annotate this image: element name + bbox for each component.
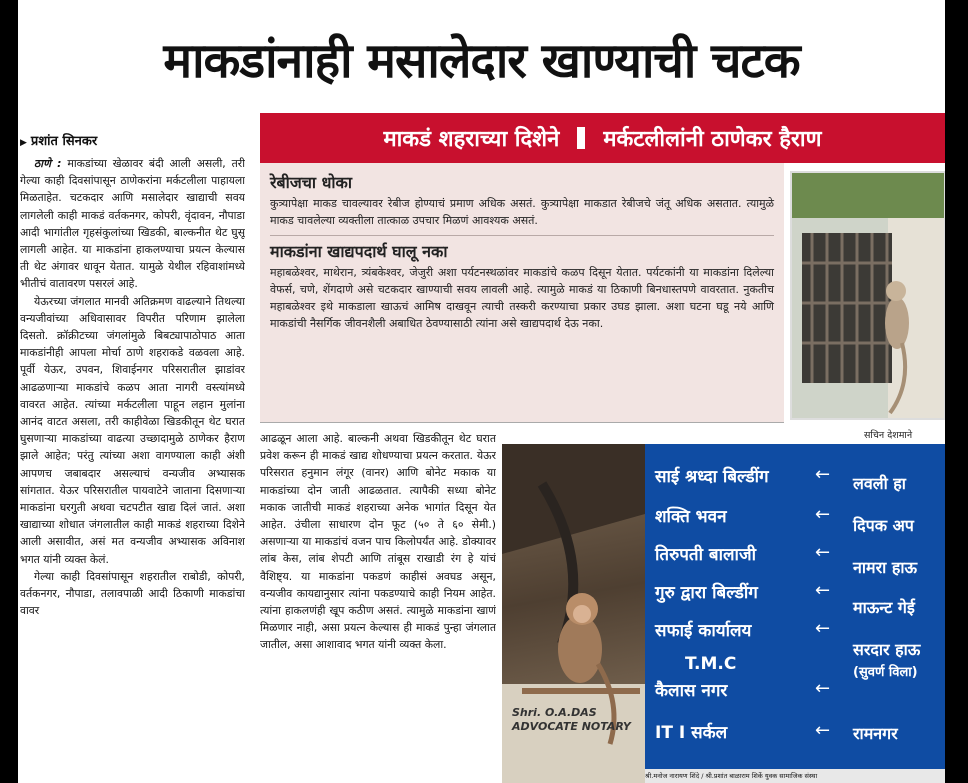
banner-right-text: मर्कटलीलांनी ठाणेकर हैराण — [603, 127, 822, 152]
sign-item-right: सरदार हाऊ — [853, 640, 921, 659]
box-text-feeding: महाबळेश्वर, माथेरान, त्र्यंबकेश्वर, जेजुरी अशा पर्यटनस्थळांवर माकडांचे कळप दिसून येतात. पर्यटकांनी या माकडांना दिलेल्या वेफर्स, चणे, शेंगदाणे असे चटकदार खाण्याची सवय लावली आहे. त्यामुळे माकडं या ठिकाणी बिनधास्तपणे वावरतात. नुकतीच महाबळेश्वर इथे माकडाला खाऊचं आमिष दाखवून त्याची तस्करी करण्याचा प्रकार उघड झाला. अशा घटना घडू नये आणि माकडांची नैसर्गिक जीवनशैली अबाधित ठेवण्यासाठी त्यांना असे खाद्यपदार्थ देऊ नका. — [270, 266, 774, 330]
newspaper-page — [18, 0, 945, 783]
monkey-window-photo — [790, 171, 945, 420]
direction-signboard — [645, 444, 945, 783]
box-heading-rabies: रेबीजचा धोका — [270, 173, 352, 192]
paragraph: आढळून आला आहे. बाल्कनी अथवा खिडकीतून थेट घरात प्रवेश करून ही माकडं खाद्य शोधण्याचा प्रयत्न करतात. येऊर परिसरात हनुमान लंगूर (वानर) आणि बोनेट मकाक या माकडांच्या दोन जाती आढळतात. त्यापैकी सध्या बोनेट मकाक जातीची माकडं शहराच्या अनेक भागांत दिसून येत आहेत. उंचीला साधारण दोन फूट (५० ते ६० सेमी.) असणाऱ्या या माकडांचं वजन पाच किलोपर्यंत आहे. डोक्यावर लांब केस, लांब शेपटी आणि तांबूस राखाडी रंग हे यांचं वैशिष्ट्य. या माकडांना पकडणं काहीसं अवघड असून, वन्यजीव कायद्यानुसार त्यांना पकडण्याचे काही नियम आहेत. त्यांना हाकलणंही खूप कठीण असतं. त्यामुळे माकडांना खाणं मिळणार नाही, असा प्रयत्न केल्यास ही माकडं पुन्हा जंगलात जातील, असा आशावाद भगत यांनी व्यक्त केला. — [260, 432, 496, 652]
sign-item: तिरुपती बालाजी — [655, 545, 756, 565]
info-box — [260, 163, 784, 423]
article-column-1 — [20, 132, 245, 782]
arrow-left-icon: ← — [815, 580, 831, 601]
sign-item: IT I सर्कल — [655, 723, 728, 743]
signboard-monkey-photo — [502, 444, 945, 783]
sign-item-right: नामरा हाऊ — [853, 558, 918, 577]
photo-credit: सचिन देशमाने — [864, 430, 913, 441]
photo-illustration — [792, 173, 944, 418]
article-column-3 — [260, 430, 496, 780]
triangle-icon: ▶ — [20, 138, 27, 148]
sign-item: सफाई कार्यालय — [655, 621, 752, 641]
monkey-scene — [502, 444, 645, 783]
headline: माकडांनाही मसालेदार खाण्याची चटक — [163, 33, 800, 89]
sign-item-right: रामनगर — [853, 724, 898, 743]
arrow-left-icon: ← — [815, 504, 831, 525]
advocate-board-text: Shri. O.A.DAS ADVOCATE NOTARY — [512, 706, 631, 733]
byline: ▶ प्रशांत सिनकर — [20, 134, 98, 149]
square-separator-icon — [577, 127, 585, 149]
arrow-left-icon: ← — [815, 542, 831, 563]
arrow-left-icon: ← — [815, 678, 831, 699]
signboard-footer: श्री.मनोज नारायण शिंदे / श्री.प्रशांत बाळाराम शिर्के युवक सामाजिक संस्था — [645, 769, 945, 783]
subheading-banner — [260, 113, 945, 163]
dateline: ठाणे : — [34, 157, 62, 170]
arrow-left-icon: ← — [815, 618, 831, 639]
sign-item: गुरु द्वारा बिल्डींग — [655, 583, 758, 603]
sign-item-right: (सुवर्ण विला) — [853, 665, 918, 680]
paragraph: येऊरच्या जंगलात मानवी अतिक्रमण वाढल्याने तिथल्या वन्यजीवांच्या अधिवासावर विपरीत परिणाम झालेला दिसतो. क्रॉक्रीटच्या जंगलांमुळे बिबट्यापाठोपाठ आता माकडांनीही आपला मोर्चा ठाणे शहराकडे वळवला आहे. पूर्वी येऊर, उपवन, शिवाईनगर परिसरातील झाडांवर आढळणाऱ्या माकडांचे कळप आता नागरी वस्त्यांमध्ये वावरत आहेत. त्यांच्या मर्कटलीला पाहून लहान मुलांना आनंद वाटत असला, तरी काहीवेळा खिडकीतून थेट घरात घुसणाऱ्या माकडांच्या वाढत्या उच्छादामुळे ठाणेकर हैराण झाले आहेत; परंतु त्यांच्या अशा वागण्याला काही अंशी आपणच जबाबदार असल्याचं वन्यजीव अभ्यासक सांगतात. येऊर परिसरातील पायवाटेने जाताना दिसणाऱ्या माकडांना घरगुती अथवा चटपटीत खाद्य दिलं जातं. अशा खाद्याच्या शोधात जंगलातील काही माकडं शहराच्या दिशेने आली असावीत, असं मत वन्यजीव अभ्यासक अविनाश भगत यांनी व्यक्त केलं. — [20, 294, 245, 566]
box-heading-feeding: माकडांना खाद्यपदार्थ घालू नका — [270, 242, 448, 261]
sign-item: शक्ति भवन — [655, 507, 727, 527]
arrow-left-icon: ← — [815, 464, 831, 485]
paragraph: गेल्या काही दिवसांपासून शहरातील राबोडी, कोपरी, वर्तकनगर, नौपाडा, तलावपाळी आदी ठिकाणी माकडांचा वावर — [20, 569, 245, 618]
box-divider — [270, 235, 774, 236]
sign-item: T.M.C — [685, 654, 737, 674]
sign-item-right: लवली हा — [853, 474, 906, 493]
box-text-rabies: कुत्र्यापेक्षा माकड चावल्यावर रेबीज होण्याचं प्रमाण अधिक असतं. कुत्र्यापेक्षा माकडात रेबीजचे जंतू अधिक असतात. त्यामुळे माकड चावलेल्या व्यक्तीला तात्काळ उपचार मिळणं आवश्यक असतं. — [270, 197, 774, 227]
sign-item-right: माऊन्ट गेई — [853, 598, 915, 617]
paragraph: ठाणे : माकडांच्या खेळावर बंदी आली असली, तरी गेल्या काही दिवसांपासून ठाणेकरांना मर्कटलीला पाहायला मिळताहेत. चटकदार आणि मसालेदार खाद्याची सवय लागलेली काही माकडं वर्तकनगर, कोपरी, वृंदावन, नौपाडा आदी भागांतील गृहसंकुलांच्या खिडकी, बाल्कनीत थेट घुसू लागली आहेत. या माकडांना हाकलण्याचा प्रयत्न केल्यास ती थेट अंगावर धावून येतात. यामुळे येथील रहिवाशांमध्ये भीतीचं वातावरण पसरलं आहे. — [20, 157, 245, 291]
arrow-left-icon: ← — [815, 720, 831, 741]
sign-item-right: दिपक अप — [853, 516, 914, 535]
banner-left-text: माकडं शहराच्या दिशेने — [383, 127, 560, 152]
sign-item: कैलास नगर — [655, 681, 728, 701]
sign-item: साई श्रध्दा बिल्डींग — [655, 467, 769, 487]
